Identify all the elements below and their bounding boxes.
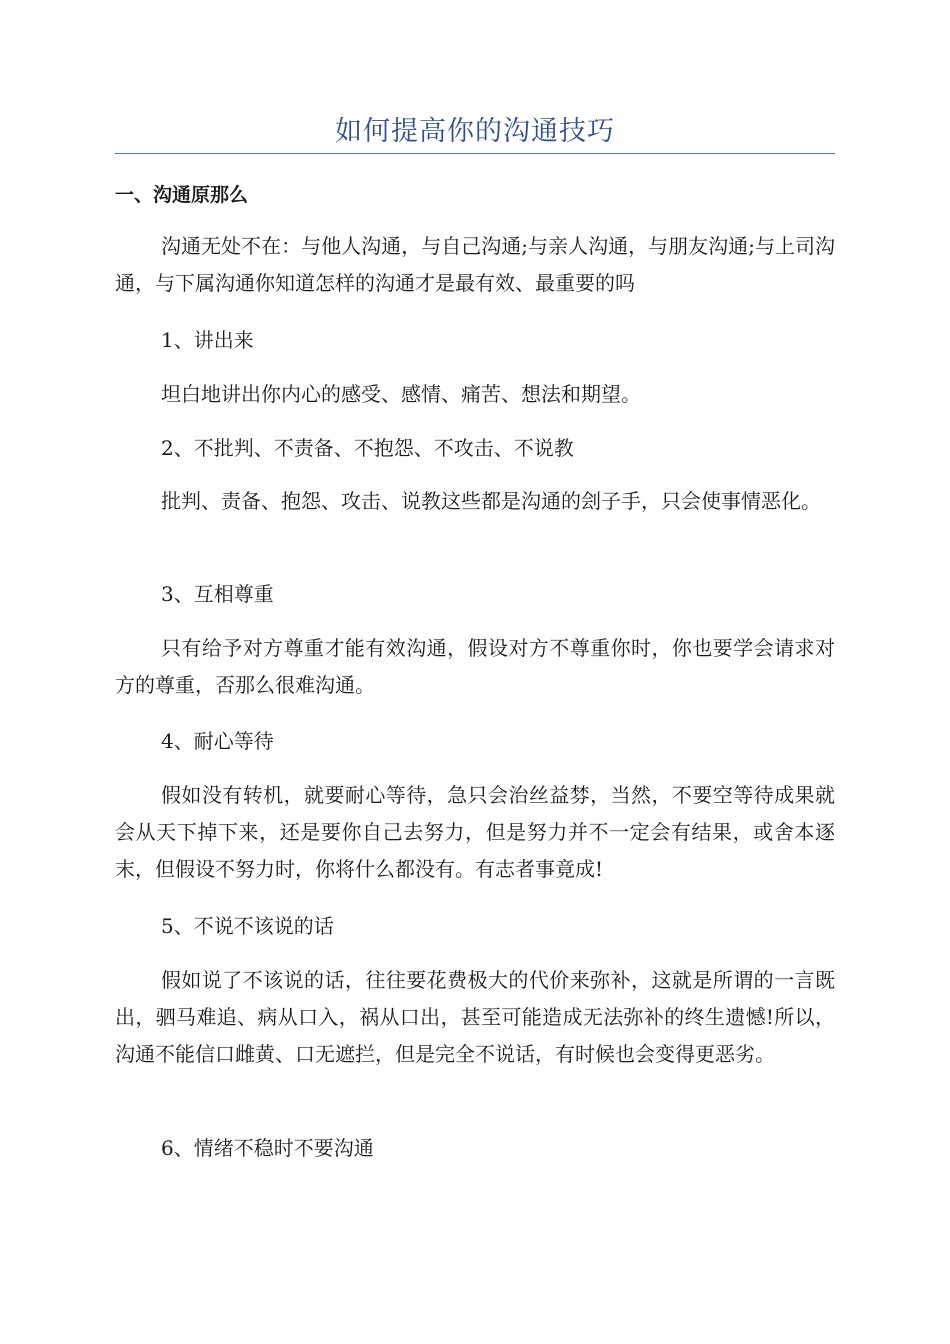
document-title: 如何提高你的沟通技巧	[335, 116, 615, 147]
item-body-1: 坦白地讲出你内心的感受、感情、痛苦、想法和期望。	[161, 382, 641, 406]
item-heading-6: 6、情绪不稳时不要沟通	[161, 1136, 374, 1160]
item-body-4: 假如没有转机，就要耐心等待，急只会治丝益棼，当然，不要空等待成果就会从天下掉下来，还是要你自己去努力，但是努力并不一定会有结果，或舍本逐末，但假设不努力时，你将什么都没有。有志者事竟成!	[115, 783, 835, 881]
item-heading-3: 3、互相尊重	[161, 582, 274, 606]
item-heading-4: 4、耐心等待	[161, 729, 274, 753]
item-heading-2: 2、不批判、不责备、不抱怨、不攻击、不说教	[161, 436, 574, 460]
item-body-2: 批判、责备、抱怨、攻击、说教这些都是沟通的刽子手，只会使事情恶化。	[161, 489, 821, 513]
item-body-5: 假如说了不该说的话，往往要花费极大的代价来弥补，这就是所谓的一言既出，驷马难追、病从口入，祸从口出，甚至可能造成无法弥补的终生遗憾!所以，沟通不能信口雌黄、口无遮拦，但是完全不说话，有时候也会变得更恶劣。	[115, 968, 835, 1066]
section-heading: 一、沟通原那么	[115, 184, 249, 206]
item-body-3: 只有给予对方尊重才能有效沟通，假设对方不尊重你时，你也要学会请求对方的尊重，否那么很难沟通。	[115, 636, 835, 697]
intro-paragraph: 沟通无处不在：与他人沟通，与自己沟通;与亲人沟通，与朋友沟通;与上司沟通，与下属沟通你知道怎样的沟通才是最有效、最重要的吗	[115, 234, 835, 295]
title-underline	[115, 153, 835, 154]
item-heading-1: 1、讲出来	[161, 328, 254, 352]
item-heading-5: 5、不说不该说的话	[161, 914, 334, 938]
